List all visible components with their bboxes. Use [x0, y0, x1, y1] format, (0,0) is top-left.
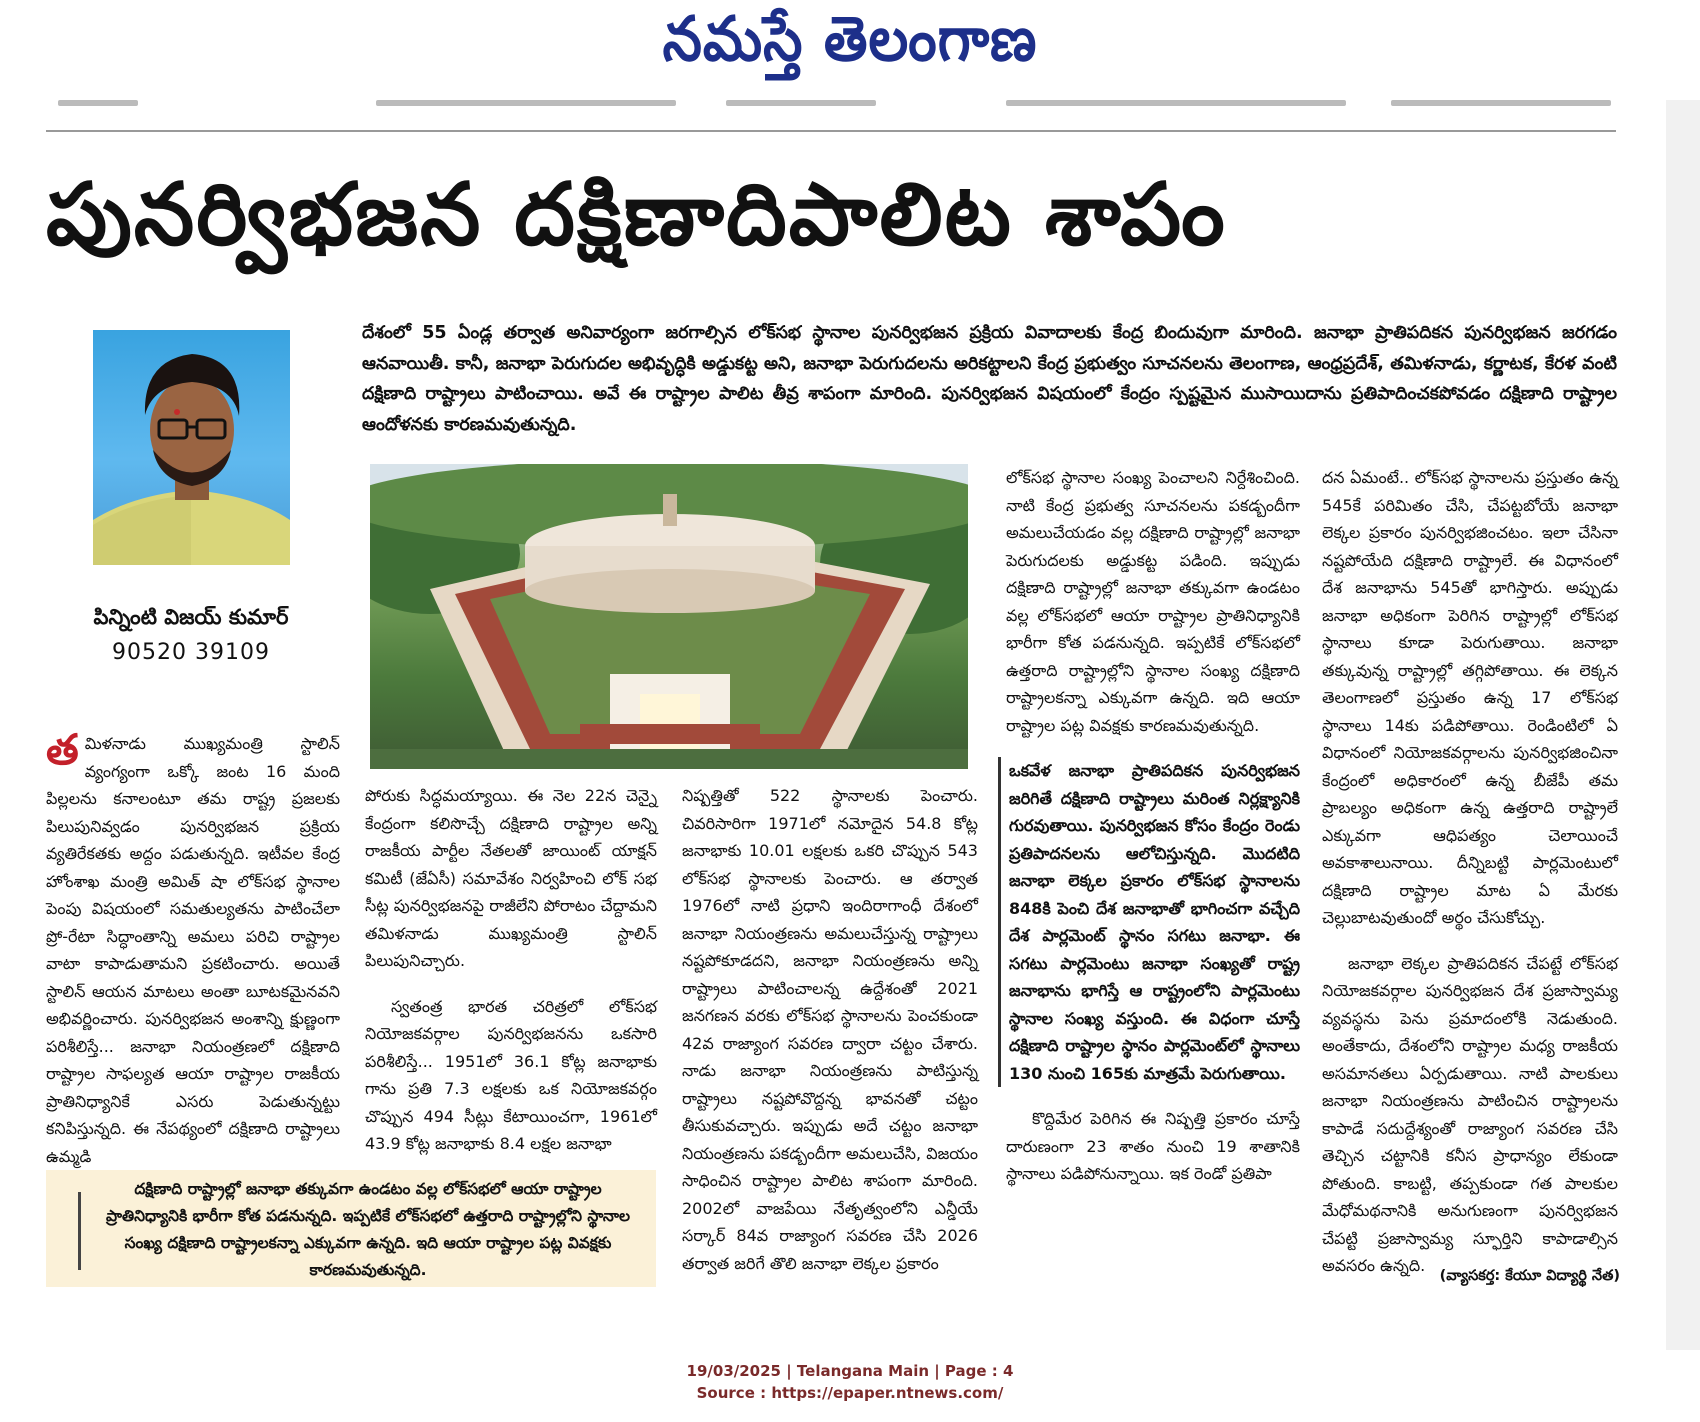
article-headline: పునర్విభజన దక్షిణాదిపాలిట శాపం	[46, 165, 1227, 265]
pull-quote-text: దక్షిణాది రాష్ట్రాల్లో జనాభా తక్కువగా ఉండటం వల్ల లోక్‌సభలో ఆయా రాష్ట్రాల ప్రాతినిధ్యానికి భారీగా కోత పడనున్నది. ఇప్పటికే లోక్‌సభలో ఉత్తరాది రాష్ట్రాల్లోని స్థానాల సంఖ్య దక్షిణాది రాష్ట్రాలకన్నా ఎక్కువగా ఉన్నది. ఇది ఆయా రాష్ట్రాల పట్ల వివక్షకు కారణమవుతున్నది.	[105, 1180, 631, 1279]
parliament-building-photo-icon	[370, 464, 968, 769]
author-phone: 90520 39109	[112, 640, 270, 665]
column-2-paragraph-2: స్వతంత్ర భారత చరిత్రలో లోక్‌సభ నియోజకవర్గాల పునర్విభజనను ఒకసారి పరిశీలిస్తే... 1951లో 36.1 కోట్ల జనాభాకు గాను ప్రతి 7.3 లక్షలకు ఒక నియోజకవర్గం చొప్పున 494 సీట్లు కేటాయించగా, 1961లో 43.9 కోట్ల జనాభాకు 8.4 లక్షల జనాభా	[365, 996, 657, 1153]
column-4-highlight: ఒకవేళ జనాభా ప్రాతిపదికన పునర్విభజన జరిగితే దక్షిణాది రాష్ట్రాలు మరింత నిర్లక్ష్యానికి గురవుతాయి. పునర్విభజన కోసం కేంద్రం రెండు ప్రతిపాదనలను ఆలోచిస్తున్నది. మొదటిది జనాభా లెక్కల ప్రకారం లోక్‌సభ స్థానాలను 848కి పెంచి దేశ జనాభాతో భాగించగా వచ్చేది దేశ పార్లమెంట్ స్థానం సగటు జనాభా. ఈ సగటు పార్లమెంటు జనాభా సంఖ్యతో రాష్ట్ర జనాభాను భాగిస్తే ఆ రాష్ట్రంలోని పార్లమెంటు స్థానాల సంఖ్య వస్తుంది. ఈ విధంగా చూస్తే దక్షిణాది రాష్ట్రాల స్థానం పార్లమెంట్‌లో స్థానాలు 130 నుంచి 165కు మాత్రమే పెరుగుతాయి.	[998, 757, 1300, 1087]
author-name: పిన్నింటి విజయ్ కుమార్	[93, 605, 289, 629]
drop-cap: త	[46, 725, 79, 774]
article-column-2	[365, 782, 657, 1176]
column-5-paragraph-1: దన ఏమంటే.. లోక్‌సభ స్థానాలను ప్రస్తుతం ఉన్న 545కే పరిమితం చేసి, చేపట్టబోయే జనాభా లెక్కల ప్రకారం పునర్విభజించటం. ఇలా చేసినా నష్టపోయేది దక్షిణాది రాష్ట్రాలే. ఈ విధానంలో దేశ జనాభాను 545తో భాగిస్తారు. అప్పుడు జనాభా అధికంగా పెరిగిన రాష్ట్రాల్లో లోక్‌సభ స్థానాలు కూడా పెరుగుతాయి. జనాభా తక్కువున్న రాష్ట్రాల్లో తగ్గిపోతాయి. ఈ లెక్కన తెలంగాణలో ప్రస్తుతం ఉన్న 17 లోక్‌సభ స్థానాలు 14కు పడిపోతాయి. రెండింటిలో ఏ విధానంలో నియోజకవర్గాలను పునర్విభజించినా కేంద్రంలో అధికారంలో ఉన్న బీజేపీ తమ ప్రాబల్యం అధికంగా ఉన్న ఉత్తరాది రాష్ట్రాలే ఎక్కువగా ఆధిపత్యం చెలాయించే అవకాశాలునాయి. దీన్నిబట్టి పార్లమెంటులో దక్షిణాది రాష్ట్రాల మాట ఏ మేరకు చెల్లుబాటవుతుందో అర్థం చేసుకోచ్చు.	[1322, 468, 1618, 927]
article-intro: దేశంలో 55 ఏండ్ల తర్వాత అనివార్యంగా జరగాల్సిన లోక్‌సభ స్థానాల పునర్విభజన ప్రక్రియ వివాదాలకు కేంద్ర బిందువుగా మారింది. జనాభా ప్రాతిపదికన పునర్విభజన జరగడం ఆనవాయితీ. కానీ, జనాభా పెరుగుదల అభివృద్ధికి అడ్డుకట్ట అని, జనాభా పెరుగుదలను అరికట్టాలని కేంద్ర ప్రభుత్వం సూచనలను తెలంగాణ, ఆంధ్రప్రదేశ్, తమిళనాడు, కర్ణాటక, కేరళ వంటి దక్షిణాది రాష్ట్రాలు పాటించాయి. అవే ఈ రాష్ట్రాల పాలిట తీవ్ర శాపంగా మారింది. పునర్విభజన విషయంలో కేంద్రం స్పష్టమైన ముసాయిదాను ప్రతిపాదించకపోవడం దక్షిణాది రాష్ట్రాల ఆందోళనకు కారణమవుతున్నది.	[362, 323, 1617, 435]
column-1-paragraph: మిళనాడు ముఖ్యమంత్రి స్టాలిన్ వ్యంగ్యంగా ఒక్కో జంట 16 మంది పిల్లలను కనాలంటూ తమ రాష్ట్ర ప్రజలకు పిలుపునివ్వడం పునర్విభజన ప్రక్రియ వ్యతిరేకతకు అద్దం పడుతున్నది. ఇటీవల కేంద్ర హోంశాఖ మంత్రి అమిత్ షా లోక్‌సభ స్థానాల పెంపు విషయంలో సమతుల్యతను పాటించేలా ప్రో-రేటా సిద్ధాంతాన్ని అమలు పరిచి రాష్ట్రాల వాటా కాపాడుతామని ప్రకటించారు. అయితే స్టాలిన్ ఆయన మాటలు అంతా బూటకమైనవని అభివర్ణించారు. పునర్విభజన అంశాన్ని క్షుణ్ణంగా పరిశీలిస్తే... జనాభా నియంత్రణలో దక్షిణాది రాష్ట్రాల సాఫల్యత ఆయా రాష్ట్రాల రాజకీయ ప్రాతినిధ్యానికే ఎసరు పెడుతున్నట్టు కనిపిస్తున్నది. ఈ నేపథ్యంలో దక్షిణాది రాష్ట్రాలు ఉమ్మడి	[46, 734, 340, 1166]
masthead-logo: నమస్తే తెలంగాణ	[662, 4, 1038, 76]
footer-source: Source : https://epaper.ntnews.com/	[696, 1384, 1004, 1402]
pull-quote	[46, 1170, 656, 1287]
article-column-1	[46, 725, 340, 1188]
column-3-paragraph: నిష్పత్తితో 522 స్థానాలకు పెంచారు. చివరిసారిగా 1971లో నమోదైన 54.8 కోట్ల జనాభాకు 10.01 లక్షలకు ఒకరి చొప్పున 543 లోక్‌సభ స్థానాలకు పెంచారు. ఆ తర్వాత 1976లో నాటి ప్రధాని ఇందిరాగాంధీ దేశంలో జనాభా నియంత్రణను అమలుచేస్తున్న రాష్ట్రాలు నష్టపోకూడదని, జనాభా నియంత్రణను అన్ని రాష్ట్రాలు పాటించాలన్న ఉద్దేశంతో 2021 జనగణన వరకు లోక్‌సభ స్థానాలను పెంచకుండా 42వ రాజ్యాంగ సవరణ ద్వారా చట్టం చేశారు. నాడు జనాభా నియంత్రణను పాటిస్తున్న రాష్ట్రాలు నష్టపోవొద్దన్న భావనతో చట్టం తీసుకువచ్చారు. ఇప్పుడు అదే చట్టం జనాభా నియంత్రణను పకడ్బందీగా అమలుచేసి, విజయం సాధించిన రాష్ట్రాల పాలిట శాపంగా మారింది. 2002లో వాజపేయి నేతృత్వంలోని ఎన్డీయే సర్కార్ 84వ రాజ్యాంగ సవరణ చేసి 2026 తర్వాత జరిగే తొలి జనాభా లెక్కల ప్రకారం	[682, 786, 978, 1273]
column-4-paragraph-3: కొద్దిమేర పెరిగిన ఈ నిష్పత్తి ప్రకారం చూస్తే దారుణంగా 23 శాతం నుంచి 19 శాతానికి స్థానాలు పడిపోనున్నాయి. ఇక రెండో ప్రతిపా	[1006, 1109, 1300, 1183]
author-photo	[93, 330, 290, 565]
header-rule	[46, 130, 1616, 132]
quote-bar	[78, 1192, 81, 1270]
footer-date-page: 19/03/2025 | Telangana Main | Page : 4	[686, 1362, 1014, 1380]
page-edge	[1666, 100, 1700, 1350]
page-footer	[0, 1360, 1700, 1404]
column-4-paragraph-1: లోక్‌సభ స్థానాల సంఖ్య పెంచాలని నిర్దేశించింది. నాటి కేంద్ర ప్రభుత్వ సూచనలను పకడ్బందీగా అమలుచేయడం వల్ల దక్షిణాది రాష్ట్రాల్లో జనాభా పెరుగుదలకు అడ్డుకట్ట పడింది. ఇప్పుడు దక్షిణాది రాష్ట్రాల్లో జనాభా తక్కువగా ఉండటం వల్ల లోక్‌సభలో ఆయా రాష్ట్రాల ప్రాతినిధ్యానికి భారీగా కోత పడనున్నది. ఇప్పటికే లోక్‌సభలో ఉత్తరాది రాష్ట్రాల్లోని స్థానాల సంఖ్య దక్షిణాది రాష్ట్రాలకన్నా ఎక్కువగా ఉన్నది. ఇది ఆయా రాష్ట్రాల పట్ల వివక్షకు కారణమవుతున్నది.	[1006, 468, 1300, 735]
author-signature: (వ్యాసకర్త: కేయూ విద్యార్థి నేత)	[1439, 1268, 1620, 1284]
top-strip	[46, 97, 1616, 111]
parliament-photo	[370, 464, 968, 769]
article-column-5	[1322, 464, 1618, 1298]
column-2-paragraph-1: పోరుకు సిద్ధమయ్యాయి. ఈ నెల 22న చెన్నై కేంద్రంగా కలిసొచ్చే దక్షిణాది రాష్ట్రాల అన్ని రాజకీయ పార్టీల నేతలతో జాయింట్ యాక్షన్ కమిటీ (జేఏసీ) సమావేశం నిర్వహించి లోక్ సభ సీట్ల పునర్విభజనపై రాజీలేని పోరాటం చేద్దామని తమిళనాడు ముఖ్యమంత్రి స్టాలిన్ పిలుపునిచ్చారు.	[365, 786, 657, 970]
column-5-paragraph-2: జనాభా లెక్కల ప్రాతిపదికన చేపట్టే లోక్‌సభ నియోజకవర్గాల పునర్విభజన దేశ ప్రజాస్వామ్య వ్యవస్థను పెను ప్రమాదంలోకి నెడుతుంది. అంతేకాదు, దేశంలోని రాష్ట్రాల మధ్య రాజకీయ అసమానతలు ఏర్పడుతాయి. నాటి పాలకులు జనాభా నియంత్రణను పాటించిన రాష్ట్రాలను కాపాడే సదుద్దేశ్యంతో రాజ్యాంగ సవరణ చేసి తెచ్చిన చట్టానికి కనీస ప్రాధాన్యం లేకుండా పోతుంది. కాబట్టి, తప్పకుండా గత పాలకుల మేధోమథనానికి అనుగుణంగా పునర్విభజన చేపట్టి ప్రజాస్వామ్య స్ఫూర్తిని కాపాడాల్సిన అవసరం ఉన్నది.	[1322, 953, 1618, 1275]
portrait-photo-icon	[93, 330, 290, 565]
article-column-4	[1006, 464, 1300, 1206]
article-column-3	[682, 782, 978, 1295]
